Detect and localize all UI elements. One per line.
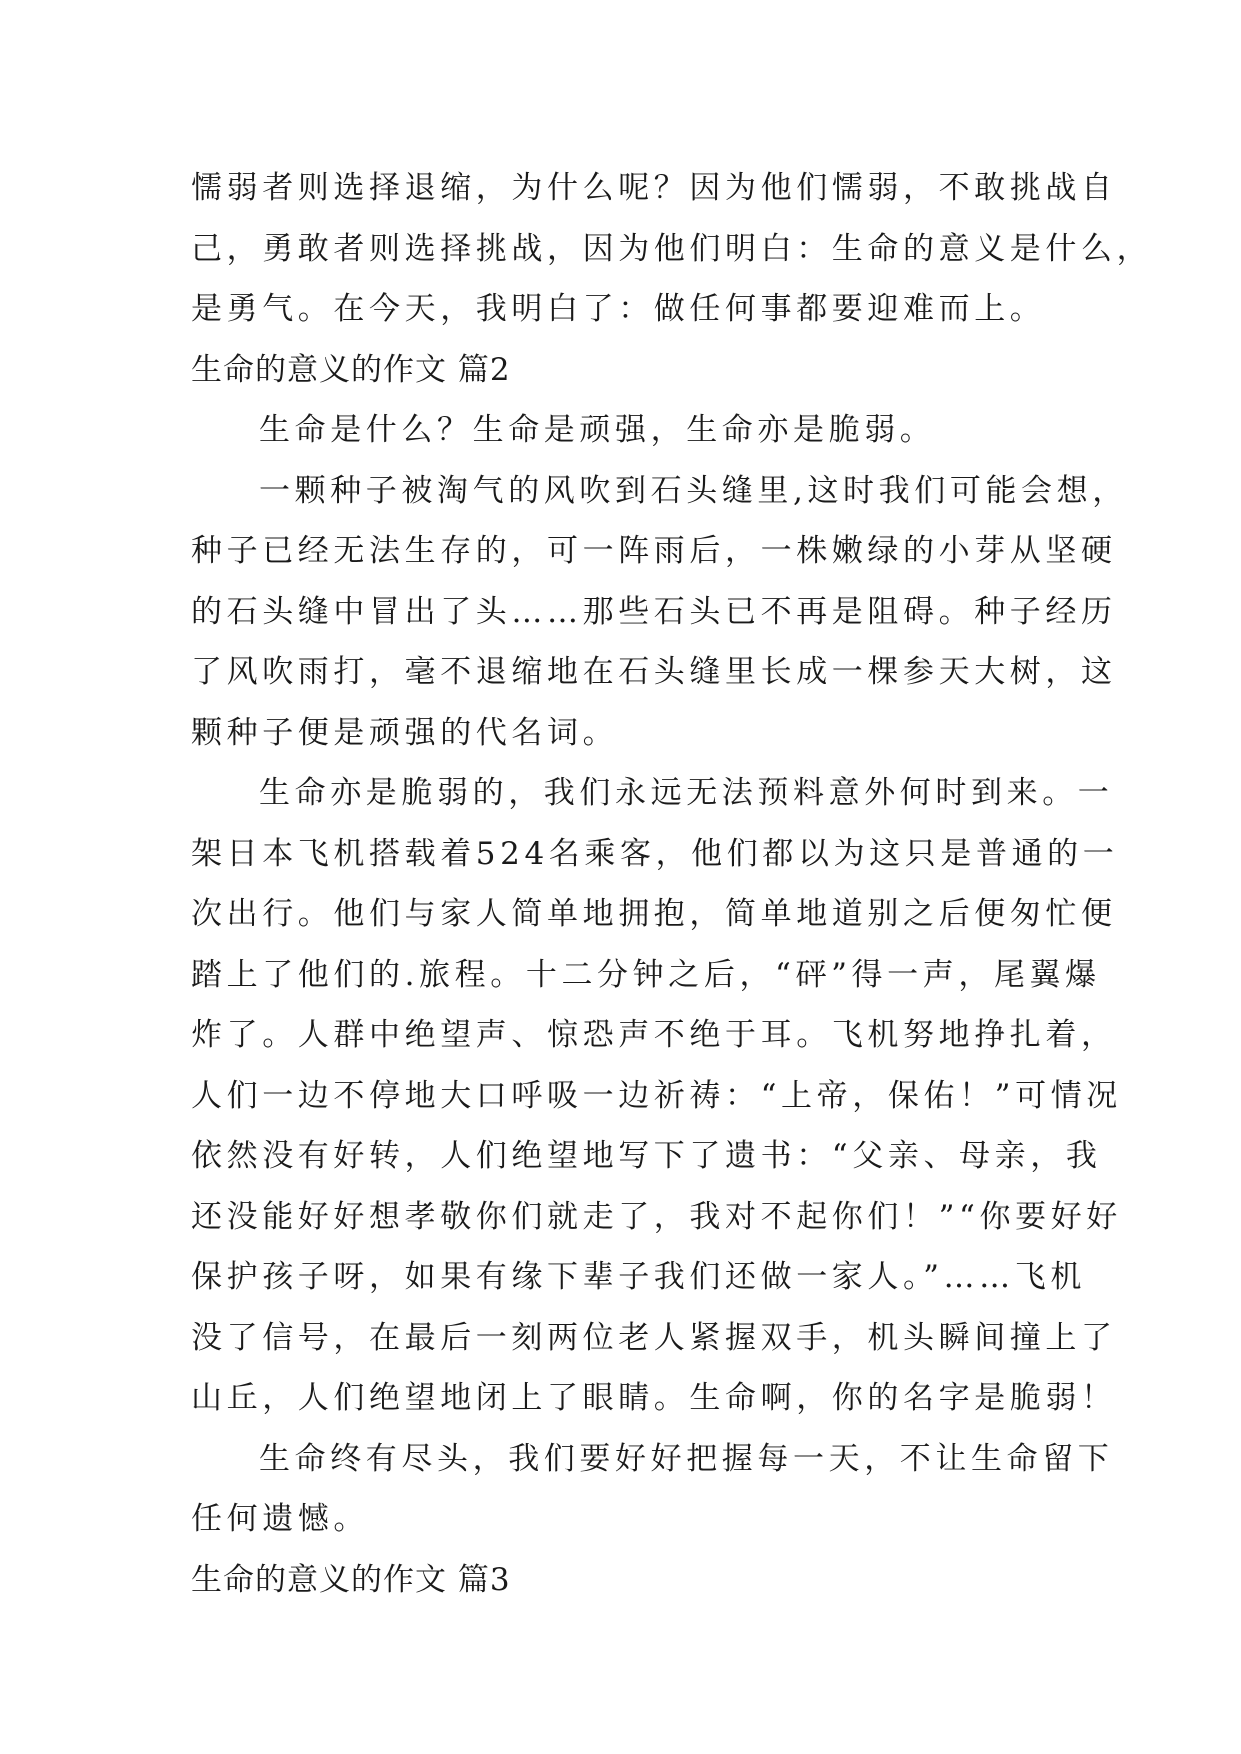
text-line: 还没能好好想孝敬你们就走了，我对不起你们！”“你要好好	[191, 1198, 1122, 1235]
paragraph-first-line: 生命是什么？生命是顽强，生命亦是脆弱。	[259, 412, 936, 448]
text-line: 人们一边不停地大口呼吸一边祈祷：“上帝，保佑！”可情况	[191, 1077, 1122, 1114]
text-line: 次出行。他们与家人简单地拥抱，简单地道别之后便匆忙便	[191, 896, 1117, 932]
section-heading: 生命的意义的作文 篇3	[191, 1561, 511, 1598]
text-line: 的石头缝中冒出了头……那些石头已不再是阻碍。种子经历	[191, 593, 1117, 630]
text-line: 依然没有好转，人们绝望地写下了遗书：“父亲、母亲，我	[191, 1138, 1102, 1174]
text-line: 是勇气。在今天，我明白了：做任何事都要迎难而上。	[191, 291, 1046, 327]
text-line: 种子已经无法生存的，可一阵雨后，一株嫩绿的小芽从坚硬	[191, 533, 1117, 569]
text-line: 任何遗憾。	[191, 1501, 369, 1537]
paragraph-first-line: 生命亦是脆弱的，我们永远无法预料意外何时到来。一	[259, 775, 1114, 811]
text-line: 保护孩子呀，如果有缘下辈子我们还做一家人。”……飞机	[191, 1259, 1086, 1295]
text-line: 没了信号，在最后一刻两位老人紧握双手，机头瞬间撞上了	[191, 1319, 1117, 1356]
text-line: 己，勇敢者则选择挑战，因为他们明白：生命的意义是什么，	[191, 230, 1153, 267]
paragraph-first-line: 一颗种子被淘气的风吹到石头缝里,这时我们可能会想，	[259, 472, 1128, 509]
text-line: 炸了。人群中绝望声、惊恐声不绝于耳。飞机努地挣扎着，	[191, 1017, 1117, 1053]
text-line: 颗种子便是顽强的代名词。	[191, 714, 619, 751]
paragraph-first-line: 生命终有尽头，我们要好好把握每一天，不让生命留下	[259, 1440, 1114, 1477]
section-heading: 生命的意义的作文 篇2	[191, 351, 511, 388]
text-line: 懦弱者则选择退缩，为什么呢？因为他们懦弱，不敢挑战自	[191, 170, 1117, 206]
text-line: 山丘，人们绝望地闭上了眼睛。生命啊，你的名字是脆弱！	[191, 1380, 1117, 1416]
text-line: 踏上了他们的.旅程。十二分钟之后，“砰”得一声，尾翼爆	[191, 956, 1101, 993]
text-line: 架日本飞机搭载着524名乘客，他们都以为这只是普通的一	[191, 835, 1119, 872]
document-page	[191, 158, 1153, 1610]
text-line: 了风吹雨打，毫不退缩地在石头缝里长成一棵参天大树，这	[191, 654, 1117, 690]
